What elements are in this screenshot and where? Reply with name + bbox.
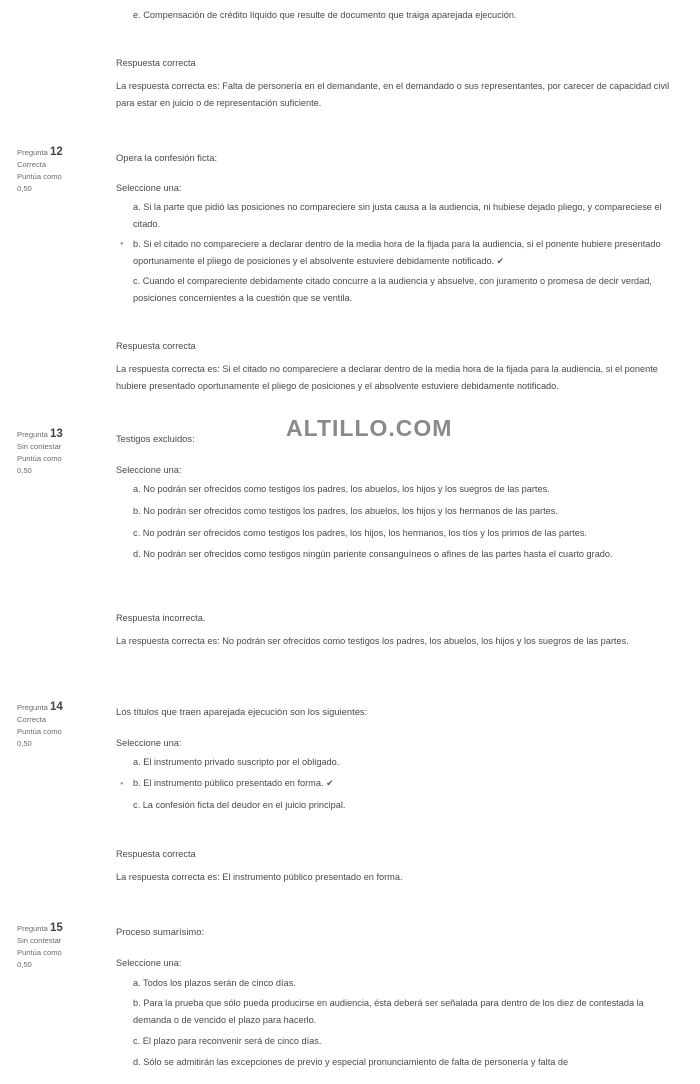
option-b[interactable] xyxy=(133,236,683,269)
score-value: 0,50 xyxy=(17,184,32,193)
option-a[interactable]: a. El instrumento privado suscripto por el obligado. xyxy=(133,757,340,767)
score-value: 0,50 xyxy=(17,739,32,748)
question-number: 13 xyxy=(49,428,63,440)
question-number: 15 xyxy=(49,922,63,934)
option-d[interactable]: d. Sólo se admitirán las excepciones de previo y especial pronunciamiento de falta de personería y falta de xyxy=(133,1057,569,1067)
question-state: Correcta xyxy=(17,160,47,169)
option-a[interactable]: a. Todos los plazos serán de cinco días. xyxy=(133,978,296,988)
feedback-text: La respuesta correcta es: No podrán ser ofrecidos como testigos los padres, los abuelos, los hijos y los suegros de las partes. xyxy=(116,636,629,646)
option-b[interactable] xyxy=(133,775,683,792)
feedback-text: La respuesta correcta es: El instrumento público presentado en forma. xyxy=(116,872,403,882)
question-number: 12 xyxy=(49,146,63,158)
question-number: 14 xyxy=(49,701,63,713)
feedback-title: Respuesta correcta xyxy=(116,849,196,859)
question-info xyxy=(17,922,63,971)
question-label: Pregunta xyxy=(17,703,48,712)
option-b[interactable]: b. Para la prueba que sólo pueda producirse en audiencia, ésta deberá ser señalada para dentro de los diez de contestada la demanda o de vencido el plazo para hacerlo. xyxy=(133,998,644,1025)
option-c[interactable]: c. No podrán ser ofrecidos como testigos los padres, los hijos, los hermanos, los tíos y los primos de las partes. xyxy=(133,528,587,538)
score-label: Puntúa como xyxy=(17,727,62,736)
feedback-title: Respuesta incorrecta. xyxy=(116,613,206,623)
question-info xyxy=(17,428,63,477)
question-label: Pregunta xyxy=(17,430,48,439)
score-label: Puntúa como xyxy=(17,948,62,957)
feedback-text: La respuesta correcta es: Si el citado no compareciere a declarar dentro de la media hora de la fijada para la audiencia, si el ponente hubiere presentado oportunamente el pliego de posiciones y el absolvente estuviere debidamente notificado. xyxy=(116,364,658,391)
score-value: 0,50 xyxy=(17,960,32,969)
option-e: e. Compensación de crédito líquido que resulte de documento que traiga aparejada ejecución. xyxy=(133,10,517,20)
question-text: Opera la confesión ficta: xyxy=(116,152,218,163)
option-c[interactable]: c. El plazo para reconvenir será de cinco días. xyxy=(133,1036,322,1046)
option-c[interactable]: c. La confesión ficta del deudor en el juicio principal. xyxy=(133,800,346,810)
question-state: Sin contestar xyxy=(17,442,62,451)
score-label: Puntúa como xyxy=(17,454,62,463)
select-prompt: Seleccione una: xyxy=(116,958,182,968)
question-state: Sin contestar xyxy=(17,936,62,945)
feedback-title: Respuesta correcta xyxy=(116,341,196,351)
score-label: Puntúa como xyxy=(17,172,62,181)
checkmark-icon: ✔ xyxy=(326,778,334,788)
question-text: Proceso sumarísimo: xyxy=(116,926,205,937)
score-value: 0,50 xyxy=(17,466,32,475)
question-label: Pregunta xyxy=(17,924,48,933)
select-prompt: Seleccione una: xyxy=(116,738,182,748)
feedback-text: La respuesta correcta es: Falta de personería en el demandante, en el demandado o sus representantes, por carecer de capacidad civil para estar en juicio o de representación suficiente. xyxy=(116,81,670,108)
selected-radio-icon: ● xyxy=(120,241,124,247)
option-d[interactable]: d. No podrán ser ofrecidos como testigos ningún pariente consanguíneos o afines de las partes hasta el cuarto grado. xyxy=(133,549,613,559)
option-c[interactable]: c. Cuando el compareciente debidamente citado concurre a la audiencia y absuelve, con juramento o promesa de decir verdad, posiciones concernientes a la cuestión que se ventila. xyxy=(133,276,652,303)
question-label: Pregunta xyxy=(17,148,48,157)
select-prompt: Seleccione una: xyxy=(116,183,182,193)
option-a[interactable]: a. No podrán ser ofrecidos como testigos los padres, los abuelos, los hijos y los suegros de las partes. xyxy=(133,484,550,494)
option-b-text: b. El instrumento público presentado en forma. xyxy=(133,778,324,788)
feedback-title: Respuesta correcta xyxy=(116,58,196,68)
question-state: Correcta xyxy=(17,715,47,724)
selected-radio-icon: ● xyxy=(120,781,124,787)
select-prompt: Seleccione una: xyxy=(116,465,182,475)
question-text: Los títulos que traen aparejada ejecución son los siguientes: xyxy=(116,706,368,717)
option-b[interactable]: b. No podrán ser ofrecidos como testigos los padres, los abuelos, los hijos y los hermanos de las partes. xyxy=(133,506,558,516)
option-b-text: b. Si el citado no compareciere a declarar dentro de la media hora de la fijada para la audiencia, si el ponente hubiere presentado oportunamente el pliego de posiciones y el absolvente estuviere debidamente notificado. xyxy=(133,239,661,266)
question-text: Testigos excluidos: xyxy=(116,433,195,444)
option-a[interactable]: a. Si la parte que pidió las posiciones no compareciere sin justa causa a la audiencia, ni hubiese dejado pliego, y compareciese el citado. xyxy=(133,202,662,229)
question-info xyxy=(17,701,63,750)
question-info xyxy=(17,146,63,195)
checkmark-icon: ✔ xyxy=(496,255,505,266)
watermark: ALTILLO.COM xyxy=(286,415,453,441)
